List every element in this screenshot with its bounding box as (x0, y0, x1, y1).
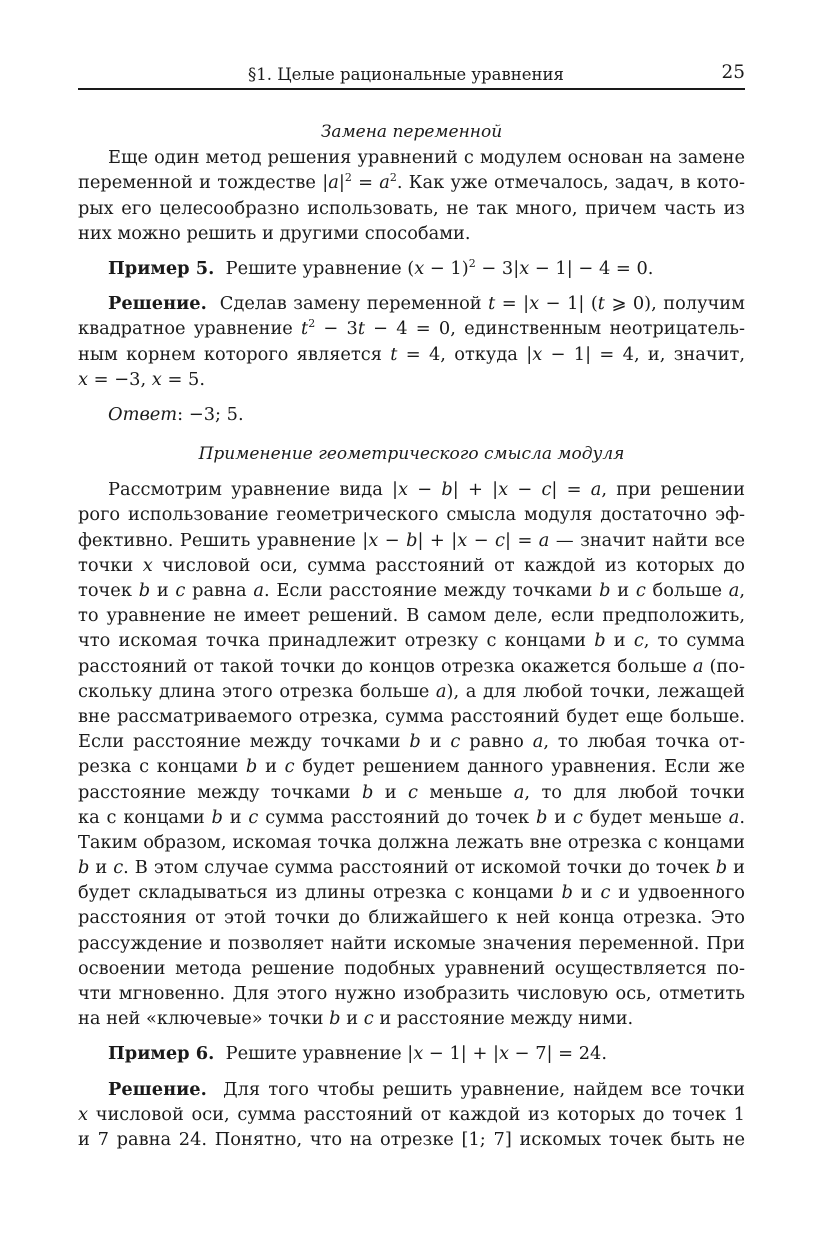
page-header (78, 60, 745, 90)
text-line: резка с концами b и c будет решением данного уравнения. Если же (78, 756, 745, 778)
text-line: Если расстояние между точками b и c равно a, то любая точка от- (78, 731, 745, 753)
text-line: b и c. В этом случае сумма расстояний от искомой точки до точек b и (78, 857, 745, 879)
text-line: освоении метода решение подобных уравнений осуществляется по- (78, 957, 745, 979)
spacer (78, 1031, 745, 1041)
spacer (78, 467, 745, 477)
text-line: чти мгновенно. Для этого нужно изобразить числовую ось, отметить (78, 983, 745, 1004)
running-title: §1. Целые рациональные уравнения (248, 65, 564, 84)
page-number: 25 (721, 62, 745, 83)
text-line: переменной и тождестве $|a|^2 = a^2$. Как уже отмечалось, задач, в кото- (78, 171, 745, 194)
text-line: Ответ: −3; 5. (108, 403, 244, 425)
spacer (78, 392, 745, 402)
text-line: x = −3, x = 5. (78, 368, 205, 390)
section-title: Замена переменной (320, 122, 503, 142)
text-line: скольку длина этого отрезка больше a), а для любой точки, лежащей (78, 680, 745, 702)
spacer (78, 427, 745, 442)
text-line: расстояние между точками b и c меньше a, то для любой точки (78, 781, 745, 803)
text-line: рассуждение и позволяет найти искомые значения переменной. При (78, 932, 745, 954)
text-line: квадратное уравнение $t^2 - 3t - 4 = 0$, единственным неотрицатель- (78, 317, 745, 340)
text-line: Пример 6. Решите уравнение |x − 1| + |x − 7| = 24. (108, 1043, 608, 1065)
text-line: на ней «ключевые» точки b и c и расстояние между ними. (78, 1008, 634, 1030)
text-line: расстояний от такой точки до концов отрезка окажется больше a (по- (78, 655, 745, 677)
spacer (78, 1067, 745, 1077)
text-line: точек b и c равна a. Если расстояние между точками b и c больше a, (78, 580, 745, 601)
text-line: x числовой оси, сумма расстояний от каждой из которых до точек 1 (78, 1103, 745, 1125)
text-line: и 7 равна 24. Понятно, что на отрезке [1; 7] искомых точек быть не (78, 1128, 745, 1150)
text-line: ка с концами b и c сумма расстояний до точек b и c будет меньше a. (78, 806, 745, 828)
text-line: рого использование геометрического смысла модуля достаточно эф- (78, 504, 745, 526)
text-line: расстояния от этой точки до ближайшего к ней конца отрезка. Это (78, 907, 745, 929)
text-line: фективно. Решить уравнение |x − b| + |x − c| = a — значит найти все (78, 529, 745, 551)
text-line: то уравнение не имеет решений. В самом деле, если предположить, (78, 605, 745, 627)
text-line: Еще один метод решения уравнений с модулем основан на замене (108, 147, 745, 169)
text-line: Рассмотрим уравнение вида |x − b| + |x − c| = a, при решении (108, 479, 745, 501)
text-line: что искомая точка принадлежит отрезку с концами b и c, то сумма (78, 630, 745, 652)
text-line: Таким образом, искомая точка должна лежать вне отрезка с концами (78, 831, 745, 853)
text-line: Решение. Сделав замену переменной t = |x − 1| (t ⩾ 0), получим (108, 293, 745, 315)
text-line: будет складываться из длины отрезка с концами b и c и удвоенного (78, 882, 745, 904)
spacer (78, 281, 745, 291)
text-line: вне рассматриваемого отрезка, сумма расстояний будет еще больше. (78, 705, 745, 727)
text-line: ным корнем которого является t = 4, откуда |x − 1| = 4, и, значит, (78, 343, 745, 365)
page-body (78, 120, 745, 1152)
spacer (78, 246, 745, 256)
text-line: Пример 5. Решите уравнение $(x - 1)^2 - 3|x - 1| - 4 = 0$. (108, 256, 654, 279)
section-title: Применение геометрического смысла модуля (198, 444, 625, 465)
text-line: Решение. Для того чтобы решить уравнение, найдем все точки (108, 1078, 745, 1100)
text-line: них можно решить и другими способами. (78, 222, 471, 244)
text-line: рых его целесообразно использовать, не так много, причем часть из (78, 197, 745, 219)
text-line: точки x числовой оси, сумма расстояний от каждой из которых до (78, 554, 745, 576)
